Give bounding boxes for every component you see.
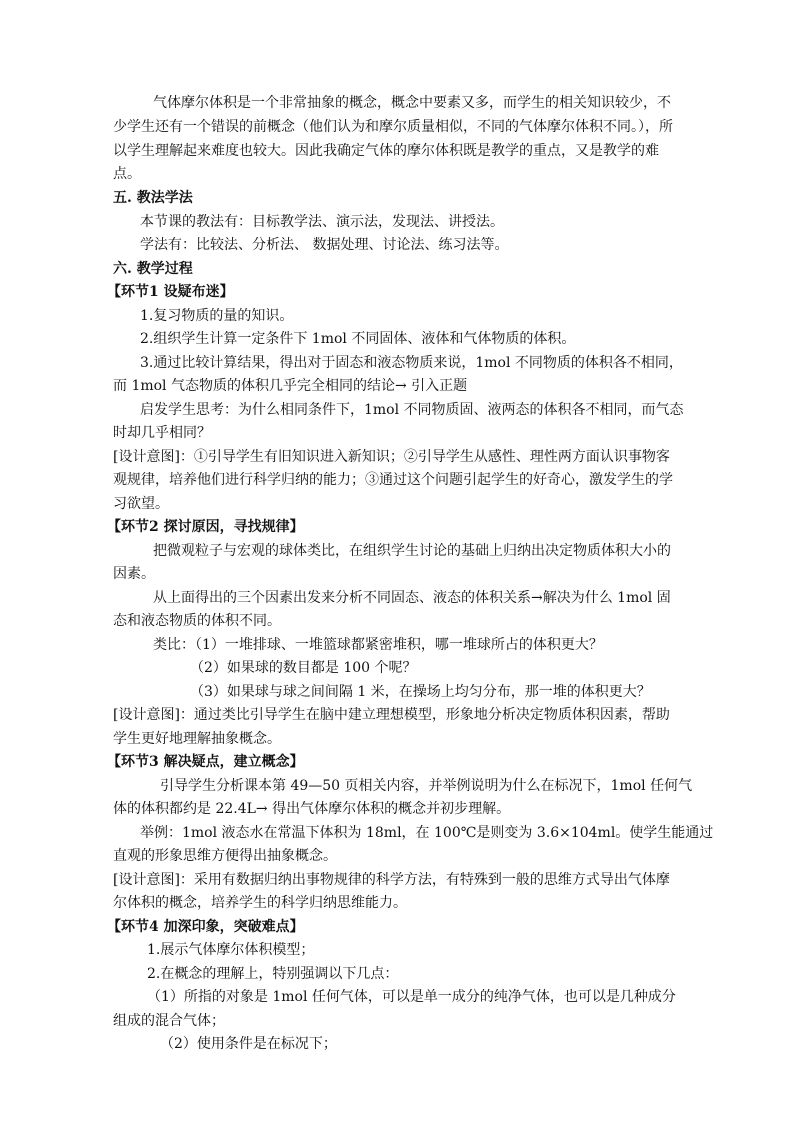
stage-4-item: （2）使用条件是在标况下； (160, 1036, 337, 1052)
stage-3-item: 引导学生分析课本第 49—50 页相关内容，并举例说明为什么在标况下，1mol 任何气 (160, 778, 693, 794)
stage-1-heading: 【环节1 设疑布迷】 (107, 284, 234, 300)
stage-2-item: 把微观粒子与宏观的球体类比，在组织学生讨论的基础上归纳出决定物质体积大小的 (153, 543, 671, 559)
stage-4-item: 组成的混合气体； (113, 1013, 225, 1029)
design-intent-3: 尔体积的概念，培养学生的科学归纳思维能力。 (113, 895, 407, 911)
stage-1-item: 时却几乎相同？ (113, 425, 211, 441)
stage-3-item: 直观的形象思维方便得出抽象概念。 (113, 848, 337, 864)
stage-1-item: 而 1mol 气态物质的体积几乎完全相同的结论→ 引入正题 (113, 378, 468, 394)
section-6-heading: 六. 教学过程 (113, 261, 193, 277)
intro-line-2: 少学生还有一个错误的前概念（他们认为和摩尔质量相似，不同的气体摩尔体积不同。），所 (113, 119, 673, 135)
design-intent-2: [设计意图]：通过类比引导学生在脑中建立理想模型，形象地分析决定物质体积因素，帮助 (113, 707, 670, 723)
intro-line-1: 气体摩尔体积是一个非常抽象的概念，概念中要素又多，而学生的相关知识较少，不 (153, 95, 671, 111)
stage-1-item: 1.复习物质的量的知识。 (140, 308, 294, 324)
stage-4-item: 2.在概念的理解上，特别强调以下几点： (147, 966, 399, 982)
stage-3-item: 举例：1mol 液态水在常温下体积为 18ml，在 100℃是则变为 3.6×104ml。使学生能通过 (140, 825, 714, 841)
stage-1-item: 3.通过比较计算结果，得出对于固态和液态物质来说，1mol 不同物质的体积各不相同， (140, 355, 683, 371)
design-intent-2: 学生更好地理解抽象概念。 (113, 731, 281, 747)
teaching-methods: 本节课的教法有：目标教学法、演示法，发现法、讲授法。 (140, 214, 504, 230)
stage-1-item: 2.组织学生计算一定条件下 1mol 不同固体、液体和气体物质的体积。 (140, 331, 576, 347)
stage-3-item: 体的体积都约是 22.4L→ 得出气体摩尔体积的概念并初步理解。 (113, 801, 511, 817)
stage-2-item: 因素。 (113, 566, 155, 582)
stage-2-item: （3）如果球与球之间间隔 1 米，在操场上均匀分布，那一堆的体积更大？ (190, 684, 651, 700)
stage-2-item: 态和液态物质的体积不同。 (113, 613, 281, 629)
stage-4-item: 1.展示气体摩尔体积模型； (147, 942, 315, 958)
stage-4-heading: 【环节4 加深印象，突破难点】 (107, 919, 304, 935)
stage-2-heading: 【环节2 探讨原因，寻找规律】 (107, 519, 304, 535)
stage-4-item: （1）所指的对象是 1mol 任何气体，可以是单一成分的纯净气体，也可以是几种成分 (147, 989, 676, 1005)
section-5-heading: 五. 教法学法 (113, 190, 193, 206)
stage-1-item: 启发学生思考：为什么相同条件下，1mol 不同物质固、液两态的体积各不相同，而气态 (140, 402, 684, 418)
intro-line-4: 点。 (113, 166, 141, 182)
intro-line-3: 以学生理解起来难度也较大。因此我确定气体的摩尔体积既是教学的重点，又是教学的难 (113, 143, 659, 159)
learning-methods: 学法有：比较法、分析法、 数据处理、讨论法、练习法等。 (140, 237, 509, 253)
design-intent-1: 习欲望。 (113, 496, 169, 512)
stage-2-item: 从上面得出的三个因素出发来分析不同固态、液态的体积关系→解决为什么 1mol 固 (153, 590, 671, 606)
design-intent-3: [设计意图]：采用有数据归纳出事物规律的科学方法，有特殊到一般的思维方式导出气体摩 (113, 872, 670, 888)
design-intent-1: [设计意图]：①引导学生有旧知识进入新知识；②引导学生从感性、理性两方面认识事物客 (113, 449, 670, 465)
stage-2-item: 类比：（1）一堆排球、一堆篮球都紧密堆积，哪一堆球所占的体积更大？ (153, 637, 603, 653)
stage-3-heading: 【环节3 解决疑点，建立概念】 (107, 754, 304, 770)
stage-2-item: （2）如果球的数目都是 100 个呢？ (190, 660, 417, 676)
design-intent-1: 观规律，培养他们进行科学归纳的能力；③通过这个问题引起学生的好奇心，激发学生的学 (113, 472, 673, 488)
